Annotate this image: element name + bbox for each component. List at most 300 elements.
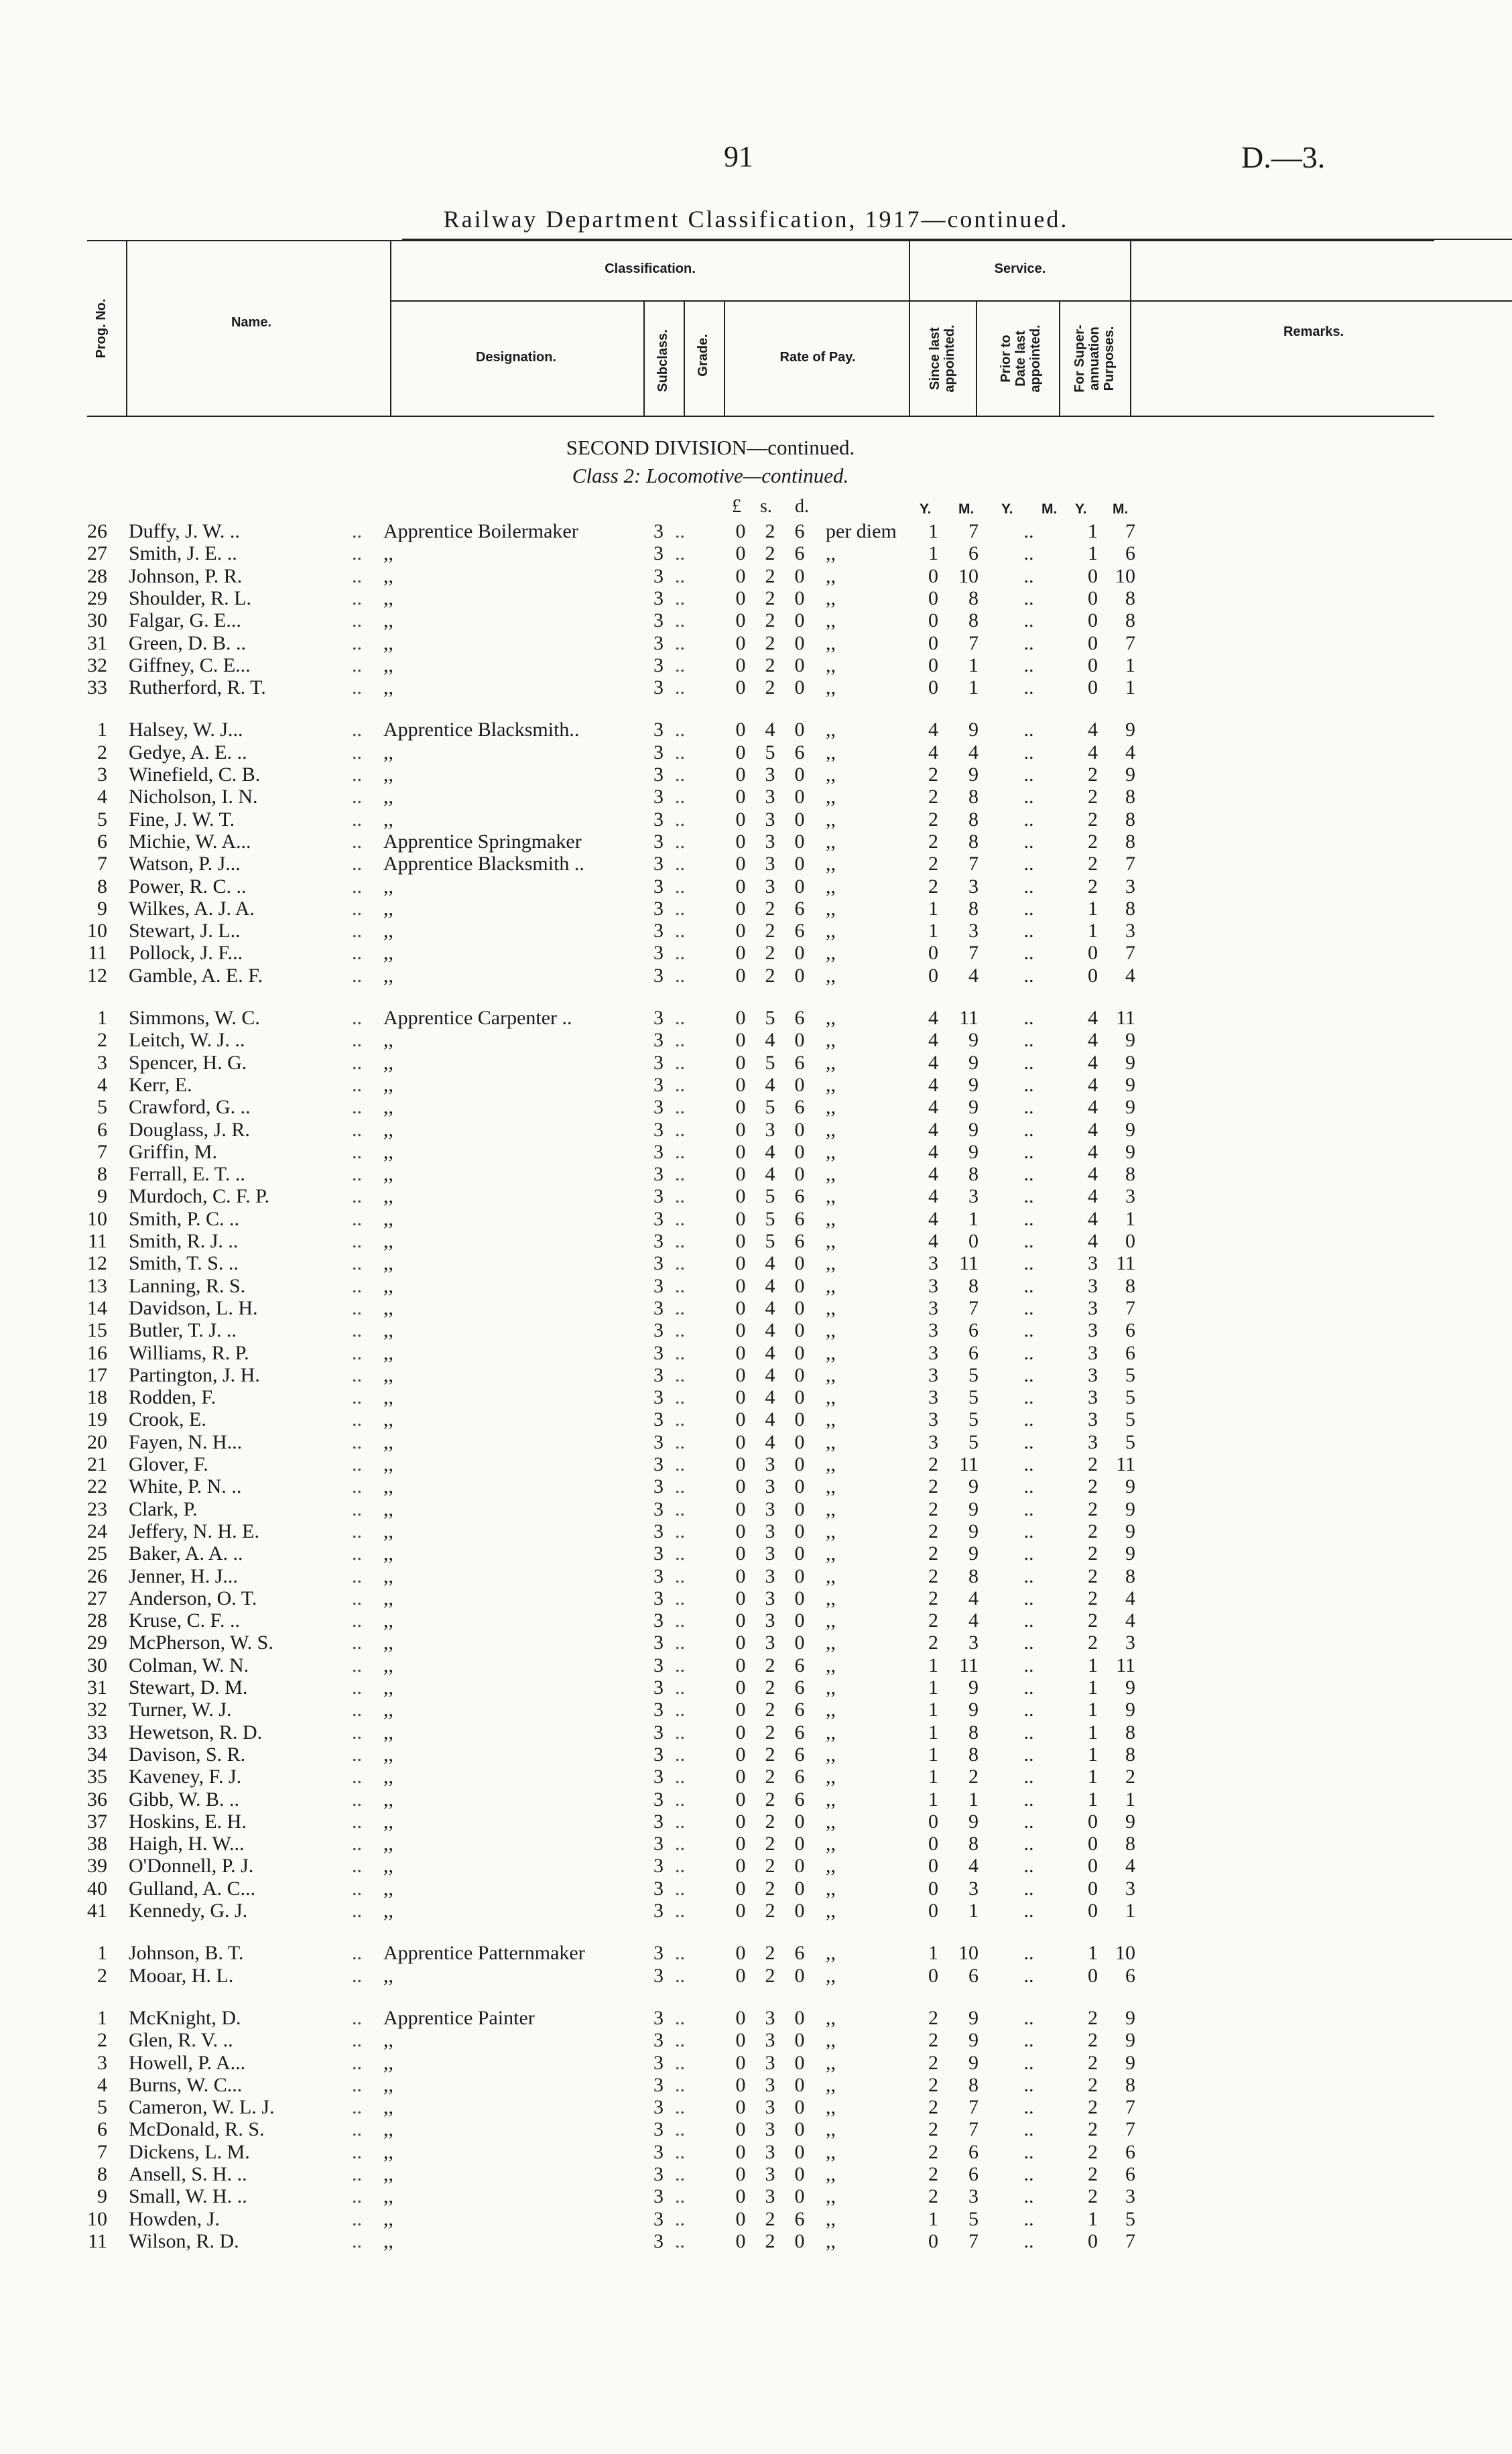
leader-dots: .. <box>675 1319 685 1342</box>
super-months: 4 <box>1125 741 1135 763</box>
since-years: 1 <box>928 1699 938 1721</box>
leader-dots: .. <box>675 2051 685 2074</box>
rate-unit: ,, <box>826 1207 836 1230</box>
leader-dots: .. <box>352 1408 362 1431</box>
leader-dots: .. <box>675 1475 685 1498</box>
rate-pence: 0 <box>794 564 805 587</box>
super-months: 7 <box>1125 2096 1135 2119</box>
prog-number: 12 <box>87 1252 107 1275</box>
prog-number: 6 <box>97 1118 107 1141</box>
rate-unit: ,, <box>826 2006 836 2029</box>
rate-unit: ,, <box>826 1185 836 1208</box>
super-months: 8 <box>1125 786 1135 808</box>
leader-dots: .. <box>352 1810 362 1833</box>
since-months: 4 <box>968 741 979 763</box>
since-months: 9 <box>968 1520 979 1542</box>
prior-service: .. <box>1023 875 1034 898</box>
subclass: 3 <box>653 654 664 676</box>
table-row <box>0 2052 1512 2074</box>
super-years: 0 <box>1088 654 1098 676</box>
prior-service: .. <box>1023 853 1034 875</box>
prior-service: .. <box>1023 2096 1034 2119</box>
employee-name: Duffy, J. W. .. <box>129 520 240 542</box>
rate-pounds: 0 <box>735 1833 746 1855</box>
rate-pounds: 0 <box>735 2118 746 2141</box>
super-months: 9 <box>1125 1140 1135 1163</box>
designation: ,, <box>383 1520 393 1542</box>
prog-number: 34 <box>87 1743 107 1766</box>
prior-service: .. <box>1023 763 1034 786</box>
employee-name: Lanning, R. S. <box>129 1274 246 1297</box>
rate-pounds: 0 <box>735 1964 746 1987</box>
since-years: 2 <box>928 763 938 786</box>
leader-dots: .. <box>352 1274 362 1297</box>
since-months: 9 <box>968 2051 979 2074</box>
leader-dots: .. <box>675 853 685 875</box>
super-months: 6 <box>1125 542 1135 565</box>
subclass: 3 <box>653 830 664 853</box>
rate-pence: 0 <box>794 1029 805 1052</box>
table-row <box>0 609 1512 631</box>
leader-dots: .. <box>352 1430 362 1453</box>
prior-service: .. <box>1023 2118 1034 2141</box>
since-months: 9 <box>968 1073 979 1096</box>
super-years: 2 <box>1088 1453 1098 1475</box>
subclass: 3 <box>653 2029 664 2052</box>
designation: ,, <box>383 1185 393 1208</box>
designation: ,, <box>383 2118 393 2141</box>
leader-dots: .. <box>352 2073 362 2096</box>
subclass: 3 <box>653 1408 664 1431</box>
prog-number: 28 <box>87 564 107 587</box>
rate-pence: 0 <box>794 1118 805 1141</box>
prior-service: .. <box>1023 1520 1034 1542</box>
rate-shillings: 4 <box>765 1363 775 1386</box>
table-row <box>0 1833 1512 1855</box>
since-months: 11 <box>959 1453 979 1475</box>
employee-name: Nicholson, I. N. <box>129 786 258 808</box>
rate-shillings: 3 <box>765 853 775 875</box>
subclass: 3 <box>653 1185 664 1208</box>
table-row <box>0 1520 1512 1542</box>
super-months: 7 <box>1125 1296 1135 1319</box>
rate-shillings: 2 <box>765 654 775 676</box>
rate-pence: 6 <box>794 1766 805 1788</box>
rate-pounds: 0 <box>735 1007 746 1029</box>
super-years: 1 <box>1088 2207 1098 2230</box>
rate-unit: ,, <box>826 1788 836 1811</box>
rate-pounds: 0 <box>735 2207 746 2230</box>
since-years: 2 <box>928 2029 938 2052</box>
prog-number: 31 <box>87 631 107 654</box>
leader-dots: .. <box>675 2118 685 2141</box>
prog-number: 29 <box>87 587 107 609</box>
rate-shillings: 3 <box>765 2185 775 2208</box>
subclass: 3 <box>653 1319 664 1342</box>
since-months: 3 <box>968 1632 979 1654</box>
subclass: 3 <box>653 1363 664 1386</box>
division-heading: SECOND DIVISION—continued. <box>566 436 855 459</box>
header-top-rule-full <box>87 240 1434 241</box>
employee-name: Dickens, L. M. <box>129 2140 250 2163</box>
employee-name: McKnight, D. <box>129 2006 241 2029</box>
rate-unit: ,, <box>826 2185 836 2208</box>
super-years: 2 <box>1088 1497 1098 1520</box>
employee-name: Watson, P. J... <box>129 853 241 875</box>
rate-shillings: 5 <box>765 1230 775 1252</box>
rate-pence: 6 <box>794 1185 805 1208</box>
since-months: 8 <box>968 1743 979 1766</box>
leader-dots: .. <box>352 564 362 587</box>
since-months: 5 <box>968 1363 979 1386</box>
prog-number: 10 <box>87 920 107 942</box>
unit-shillings: s. <box>760 496 772 517</box>
prog-number: 27 <box>87 1587 107 1609</box>
table-row <box>0 1297 1512 1319</box>
table-row <box>0 1743 1512 1766</box>
table-row <box>0 1074 1512 1096</box>
subclass: 3 <box>653 897 664 920</box>
rate-shillings: 2 <box>765 1699 775 1721</box>
leader-dots: .. <box>675 1408 685 1431</box>
leader-dots: .. <box>352 2051 362 2074</box>
since-years: 1 <box>928 1654 938 1676</box>
designation: ,, <box>383 920 393 942</box>
designation: Apprentice Painter <box>383 2006 535 2029</box>
super-years: 3 <box>1088 1252 1098 1275</box>
leader-dots: .. <box>675 2207 685 2230</box>
super-months: 11 <box>1116 1252 1135 1275</box>
designation: ,, <box>383 2073 393 2096</box>
super-months: 4 <box>1125 1587 1135 1609</box>
rate-unit: ,, <box>826 1252 836 1275</box>
rate-shillings: 4 <box>765 1274 775 1297</box>
designation-header: Designation. <box>475 350 556 365</box>
leader-dots: .. <box>675 1964 685 1987</box>
prog-number: 35 <box>87 1766 107 1788</box>
rate-pounds: 0 <box>735 920 746 942</box>
leader-dots: .. <box>675 1833 685 1855</box>
leader-dots: .. <box>675 741 685 763</box>
rate-shillings: 3 <box>765 1609 775 1632</box>
prior-service: .. <box>1023 676 1034 699</box>
prog-number: 37 <box>87 1810 107 1833</box>
prog-number: 16 <box>87 1341 107 1364</box>
since-years: 3 <box>928 1408 938 1431</box>
leader-dots: .. <box>675 1743 685 1766</box>
remarks-header: Remarks. <box>1283 324 1344 339</box>
rate-pounds: 0 <box>735 1341 746 1364</box>
rate-unit: ,, <box>826 2229 836 2252</box>
designation: ,, <box>383 763 393 786</box>
rate-unit: ,, <box>826 1855 836 1878</box>
employee-name: Winefield, C. B. <box>129 763 261 786</box>
leader-dots: .. <box>352 1833 362 1855</box>
leader-dots: .. <box>352 520 362 542</box>
super-years: 0 <box>1088 1810 1098 1833</box>
prior-service: .. <box>1023 1964 1034 1987</box>
rate-unit: ,, <box>826 1475 836 1498</box>
rate-unit: ,, <box>826 2140 836 2163</box>
employee-name: Giffney, C. E... <box>129 654 251 676</box>
rate-unit: ,, <box>826 1676 836 1699</box>
prior-service: .. <box>1023 1096 1034 1119</box>
leader-dots: .. <box>675 1051 685 1074</box>
rate-pounds: 0 <box>735 1408 746 1431</box>
since-years: 2 <box>928 2185 938 2208</box>
subclass: 3 <box>653 1252 664 1275</box>
super-years: 3 <box>1088 1319 1098 1342</box>
super-months: 9 <box>1125 2006 1135 2029</box>
superannuation-header: For Super- annuation Purposes. <box>1072 324 1117 393</box>
subclass-header: Subclass. <box>655 329 670 392</box>
rate-pence: 6 <box>794 1721 805 1743</box>
employee-name: Green, D. B. .. <box>129 631 246 654</box>
designation: ,, <box>383 2096 393 2119</box>
rate-shillings: 3 <box>765 1453 775 1475</box>
designation: Apprentice Patternmaker <box>383 1942 585 1965</box>
designation: ,, <box>383 676 393 699</box>
leader-dots: .. <box>675 1699 685 1721</box>
rate-pounds: 0 <box>735 1185 746 1208</box>
prog-number: 41 <box>87 1900 107 1922</box>
designation: ,, <box>383 1140 393 1163</box>
rate-unit: ,, <box>826 1587 836 1609</box>
table-row <box>0 853 1512 875</box>
subclass: 3 <box>653 1007 664 1029</box>
rate-pence: 0 <box>794 1163 805 1186</box>
leader-dots: .. <box>352 587 362 609</box>
rate-pence: 6 <box>794 1096 805 1119</box>
since-months: 7 <box>968 1296 979 1319</box>
rate-pounds: 0 <box>735 1788 746 1811</box>
table-row <box>0 676 1512 698</box>
rate-unit: ,, <box>826 1140 836 1163</box>
super-months: 7 <box>1125 520 1135 542</box>
table-row <box>0 1029 1512 1051</box>
rate-unit: ,, <box>826 1274 836 1297</box>
prog-number: 8 <box>97 875 107 898</box>
super-months: 7 <box>1125 853 1135 875</box>
designation: ,, <box>383 1051 393 1074</box>
unit-year: Y. <box>920 501 932 517</box>
prog-number: 6 <box>97 830 107 853</box>
designation: ,, <box>383 1721 393 1743</box>
prog-number: 11 <box>88 2229 107 2252</box>
employee-name: Burns, W. C... <box>129 2073 243 2096</box>
rate-shillings: 4 <box>765 719 775 741</box>
employee-name: Power, R. C. .. <box>129 875 247 898</box>
employee-name: Michie, W. A... <box>129 830 251 853</box>
super-years: 2 <box>1088 2163 1098 2185</box>
leader-dots: .. <box>675 1565 685 1587</box>
table-row <box>0 1699 1512 1721</box>
table-row <box>0 542 1512 564</box>
employee-name: Crook, E. <box>129 1408 206 1431</box>
header-divider <box>126 240 127 417</box>
rate-unit: ,, <box>826 1743 836 1766</box>
leader-dots: .. <box>675 564 685 587</box>
prior-service: .. <box>1023 1051 1034 1074</box>
super-months: 9 <box>1125 1118 1135 1141</box>
prog-no-header: Prog. No. <box>94 298 109 359</box>
since-months: 5 <box>968 2207 979 2230</box>
super-years: 1 <box>1088 897 1098 920</box>
subclass: 3 <box>653 1632 664 1654</box>
prog-number: 4 <box>97 2073 107 2096</box>
since-months: 7 <box>968 853 979 875</box>
designation: ,, <box>383 1163 393 1186</box>
employee-name: Kennedy, G. J. <box>129 1900 248 1922</box>
prior-service: .. <box>1023 654 1034 676</box>
document-reference: D.—3. <box>1241 140 1326 174</box>
rate-shillings: 4 <box>765 1430 775 1453</box>
rate-pence: 0 <box>794 763 805 786</box>
rate-pence: 0 <box>794 1453 805 1475</box>
prog-number: 11 <box>88 942 107 965</box>
subclass: 3 <box>653 1475 664 1498</box>
unit-month: M. <box>958 501 974 517</box>
since-years: 1 <box>928 520 938 542</box>
rate-pence: 0 <box>794 1877 805 1900</box>
designation: ,, <box>383 1096 393 1119</box>
since-months: 8 <box>968 1833 979 1855</box>
rate-pence: 0 <box>794 1341 805 1364</box>
super-years: 0 <box>1088 942 1098 965</box>
rate-pounds: 0 <box>735 1497 746 1520</box>
employee-name: Gamble, A. E. F. <box>129 964 263 987</box>
prior-service: .. <box>1023 1497 1034 1520</box>
designation: Apprentice Boilermaker <box>383 520 578 542</box>
super-months: 9 <box>1125 1029 1135 1052</box>
since-years: 2 <box>928 2163 938 2185</box>
super-years: 0 <box>1088 1855 1098 1878</box>
employee-name: Kruse, C. F. .. <box>129 1609 240 1632</box>
super-years: 3 <box>1088 1341 1098 1364</box>
prior-service: .. <box>1023 1810 1034 1833</box>
since-months: 8 <box>968 808 979 831</box>
leader-dots: .. <box>352 1877 362 1900</box>
name-header: Name. <box>231 315 272 330</box>
rate-pounds: 0 <box>735 587 746 609</box>
leader-dots: .. <box>352 1542 362 1565</box>
rate-pence: 0 <box>794 1810 805 1833</box>
subclass: 3 <box>653 1341 664 1364</box>
rate-unit: ,, <box>826 2118 836 2141</box>
prog-number: 1 <box>97 2006 107 2029</box>
since-months: 9 <box>968 1118 979 1141</box>
super-months: 1 <box>1125 1788 1135 1811</box>
since-months: 8 <box>968 1565 979 1587</box>
super-months: 8 <box>1125 2073 1135 2096</box>
since-years: 0 <box>928 564 938 587</box>
employee-name: Small, W. H. .. <box>129 2185 247 2208</box>
designation: ,, <box>383 654 393 676</box>
table-row <box>0 1811 1512 1833</box>
prog-number: 19 <box>87 1408 107 1431</box>
prior-service: .. <box>1023 564 1034 587</box>
since-years: 3 <box>928 1341 938 1364</box>
leader-dots: .. <box>675 1230 685 1252</box>
super-months: 5 <box>1125 1386 1135 1409</box>
leader-dots: .. <box>675 520 685 542</box>
super-years: 2 <box>1088 853 1098 875</box>
rate-pounds: 0 <box>735 1609 746 1632</box>
leader-dots: .. <box>352 719 362 741</box>
since-years: 1 <box>928 1766 938 1788</box>
since-months: 6 <box>968 1341 979 1364</box>
super-months: 2 <box>1125 1766 1135 1788</box>
super-months: 9 <box>1125 1073 1135 1096</box>
employee-name: Williams, R. P. <box>129 1341 249 1364</box>
since-years: 4 <box>928 1140 938 1163</box>
prior-service: .. <box>1023 1430 1034 1453</box>
since-months: 6 <box>968 2163 979 2185</box>
rate-unit: per diem <box>826 520 897 542</box>
prog-number: 40 <box>87 1877 107 1900</box>
since-months: 1 <box>968 654 979 676</box>
subclass: 3 <box>653 2185 664 2208</box>
since-years: 0 <box>928 609 938 632</box>
since-years: 0 <box>928 1855 938 1878</box>
rate-pence: 6 <box>794 2207 805 2230</box>
rate-shillings: 2 <box>765 1721 775 1743</box>
leader-dots: .. <box>352 2229 362 2252</box>
rate-shillings: 3 <box>765 1520 775 1542</box>
subclass: 3 <box>653 1430 664 1453</box>
grade-header: Grade. <box>696 334 710 377</box>
subclass: 3 <box>653 2207 664 2230</box>
rate-shillings: 2 <box>765 676 775 699</box>
classification-header: Classification. <box>605 261 696 276</box>
table-row <box>0 1431 1512 1453</box>
employee-name: Griffin, M. <box>129 1140 217 1163</box>
rate-shillings: 3 <box>765 2073 775 2096</box>
prior-service: .. <box>1023 1252 1034 1275</box>
subclass: 3 <box>653 520 664 542</box>
super-years: 2 <box>1088 1609 1098 1632</box>
prog-number: 25 <box>87 1542 107 1565</box>
rate-pence: 6 <box>794 1207 805 1230</box>
subclass: 3 <box>653 587 664 609</box>
rate-pence: 0 <box>794 676 805 699</box>
subclass: 3 <box>653 1140 664 1163</box>
employee-name: Smith, R. J. .. <box>129 1230 239 1252</box>
super-years: 2 <box>1088 1475 1098 1498</box>
rate-shillings: 4 <box>765 1319 775 1342</box>
employee-name: Murdoch, C. F. P. <box>129 1185 270 1208</box>
table-row <box>0 920 1512 942</box>
subclass: 3 <box>653 1855 664 1878</box>
header-divider <box>1130 240 1131 417</box>
rate-pounds: 0 <box>735 542 746 565</box>
super-years: 4 <box>1088 741 1098 763</box>
rate-shillings: 3 <box>765 1632 775 1654</box>
since-years: 0 <box>928 631 938 654</box>
leader-dots: .. <box>352 2207 362 2230</box>
since-months: 8 <box>968 897 979 920</box>
since-months: 9 <box>968 1051 979 1074</box>
rate-pence: 6 <box>794 1942 805 1965</box>
leader-dots: .. <box>352 853 362 875</box>
prior-to-header: Prior to Date last appointed. <box>999 324 1043 393</box>
since-months: 9 <box>968 1542 979 1565</box>
since-months: 9 <box>968 1676 979 1699</box>
prior-service: .. <box>1023 1408 1034 1431</box>
super-years: 4 <box>1088 1073 1098 1096</box>
prior-service: .. <box>1023 1766 1034 1788</box>
rate-pounds: 0 <box>735 1363 746 1386</box>
